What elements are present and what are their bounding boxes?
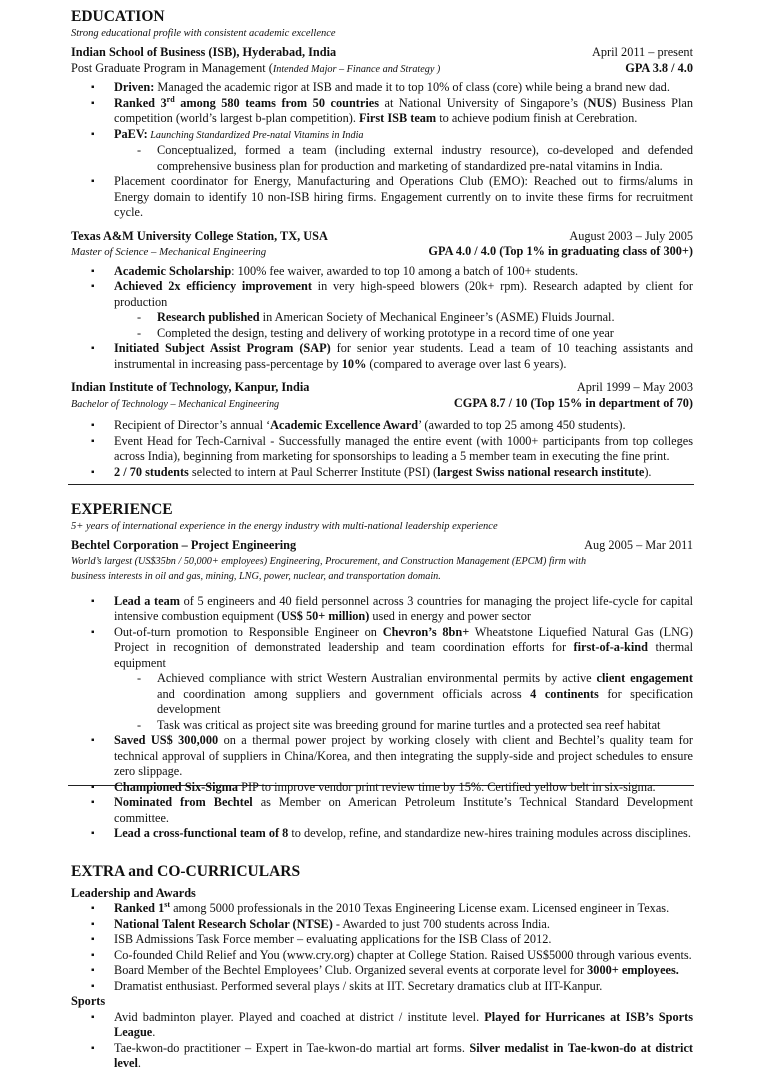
experience-section bbox=[71, 500, 693, 842]
iit-gpa: CGPA 8.7 / 10 (Top 15% in department of 70) bbox=[453, 395, 693, 410]
isb-gpa: GPA 3.8 / 4.0 bbox=[625, 60, 693, 75]
tamu-name: Texas A&M University College Station, TX, USA bbox=[71, 228, 328, 243]
education-heading: EDUCATION bbox=[71, 8, 165, 25]
list-item: ▪ PaEV: Launching Standardized Pre-natal Vitamins in India - Conceptualized, formed a team (including external industry resource), co-developed and defended comprehensive business plan for production and marketing of standardized pre-natal vitamins in India. bbox=[71, 127, 693, 175]
iit-name: Indian Institute of Technology, Kanpur, India bbox=[71, 380, 310, 394]
list-item: ▪ Event Head for Tech-Carnival - Successfully managed the entire event (with 1000+ participants from top colleges across India), beginning from marketing for sponsorships to leading a 5 member team in executing the fine print. bbox=[71, 434, 693, 465]
tamu-degree: Master of Science – Mechanical Engineering bbox=[71, 246, 267, 258]
sports-bullets bbox=[71, 1010, 693, 1072]
experience-subtitle: 5+ years of international experience in the energy industry with multi-national leadership experience bbox=[71, 521, 498, 532]
list-item: ▪ Achieved 2x efficiency improvement in very high-speed blowers (20k+ rpm). Research adapted by client for production - Research published in American Society of Mechanical Engineer’s (ASME) Fluids Journal. - Completed the design, testing and delivery of working prototype in a record time of one year bbox=[71, 279, 693, 341]
iit-entry bbox=[71, 380, 693, 480]
extra-heading: EXTRA and CO-CURRICULARS bbox=[71, 862, 301, 880]
list-item: ▪ Co-founded Child Relief and You (www.cry.org) chapter at College Station. Raised US$5000 through various events. bbox=[71, 948, 693, 964]
tamu-bullets bbox=[71, 264, 693, 373]
sub-list-item: - Research published in American Society of Mechanical Engineer’s (ASME) Fluids Journal. bbox=[71, 310, 693, 326]
tamu-entry bbox=[71, 229, 693, 373]
sub-list-item: - Task was critical as project site was breeding ground for marine turtles and a protected sea reef habitat bbox=[71, 718, 693, 734]
list-item: ▪ Board Member of the Bechtel Employees’ Club. Organized several events at corporate level for 3000+ employees. bbox=[71, 963, 693, 979]
isb-bullets bbox=[71, 80, 693, 221]
list-item: ▪ Championed Six-Sigma PIP to improve vendor print review time by 15%. Certified yellow belt in six-sigma. bbox=[71, 780, 693, 796]
list-item: ▪ Initiated Subject Assist Program (SAP) for senior year students. Lead a team of 10 teaching assistants and instrumental in increasing pass-percentage by 10% (compared to average over last 6 years). bbox=[71, 341, 693, 372]
list-item: ▪ Recipient of Director’s annual ‘Academic Excellence Award’ (awarded to top 25 among 450 students). bbox=[71, 418, 693, 434]
iit-dates: April 1999 – May 2003 bbox=[576, 380, 693, 394]
resume-page bbox=[71, 7, 693, 1072]
leadership-bullets bbox=[71, 901, 693, 994]
experience-heading: EXPERIENCE bbox=[71, 501, 173, 518]
list-item: ▪ Lead a cross-functional team of 8 to develop, refine, and standardize new-hires training modules across disciplines. bbox=[71, 826, 693, 842]
list-item: ▪ Lead a team of 5 engineers and 40 field personnel across 3 countries for managing the project life-cycle for capital intensive combustion equipment (US$ 50+ million) used in energy and power sector bbox=[71, 594, 693, 625]
education-subtitle: Strong educational profile with consistent academic excellence bbox=[71, 28, 336, 39]
iit-bullets bbox=[71, 418, 693, 480]
list-item: ▪ Nominated from Bechtel as Member on American Petroleum Institute’s Technical Standard Development committee. bbox=[71, 795, 693, 826]
isb-program: Post Graduate Program in Management (Intended Major – Finance and Strategy ) bbox=[71, 60, 441, 75]
bechtel-description: World’s largest (US$35bn / 50,000+ employees) Engineering, Procurement, and Construction Management (EPCM) firm with business interests in oil and gas, mining, LNG, power, nuclear, and transportation domain. bbox=[71, 555, 587, 582]
list-item: ▪ Out-of-turn promotion to Responsible Engineer on Chevron’s 8bn+ Wheatstone Liquefied Natural Gas (LNG) Project in recognition of demonstrated leadership and team coordination efforts for first-of-a-kind thermal equipment - Achieved compliance with strict Western Australian environmental permits by active client engagement and coordination among suppliers and government officials across 4 continents for specification development - Task was critical as project site was breeding ground for marine turtles and a protected sea reef habitat bbox=[71, 625, 693, 734]
list-item: ▪ Avid badminton player. Played and coached at district / institute level. Played for Hurricanes at ISB’s Sports League. bbox=[71, 1010, 693, 1041]
isb-name: Indian School of Business (ISB), Hyderabad, India bbox=[71, 45, 337, 59]
tamu-gpa: GPA 4.0 / 4.0 (Top 1% in graduating class of 300+) bbox=[428, 244, 693, 258]
sports-label: Sports bbox=[71, 994, 106, 1008]
bechtel-name: Bechtel Corporation – Project Engineering bbox=[71, 538, 297, 552]
list-item: ▪ Academic Scholarship: 100% fee waiver, awarded to top 10 among a batch of 100+ students. bbox=[71, 264, 693, 280]
list-item: ▪ ISB Admissions Task Force member – evaluating applications for the ISB Class of 2012. bbox=[71, 932, 693, 948]
list-item: ▪ National Talent Research Scholar (NTSE) - Awarded to just 700 students across India. bbox=[71, 917, 693, 933]
bechtel-bullets bbox=[71, 594, 693, 842]
sub-list-item: - Conceptualized, formed a team (including external industry resource), co-developed and defended comprehensive business plan for production and marketing of standardized pre-natal vitamins in India. bbox=[71, 143, 693, 174]
tamu-dates: August 2003 – July 2005 bbox=[569, 228, 693, 243]
isb-dates: April 2011 – present bbox=[592, 45, 693, 59]
sub-list-item: - Achieved compliance with strict Western Australian environmental permits by active client engagement and coordination among suppliers and government officials across 4 continents for specification development bbox=[71, 671, 693, 718]
extra-section bbox=[71, 862, 693, 1072]
isb-entry bbox=[71, 45, 693, 221]
list-item: ▪ Ranked 3rd among 580 teams from 50 countries at National University of Singapore’s (NUS) Business Plan competition (world’s largest b-plan competition). First ISB team to achieve podium finish at Cerebration. bbox=[71, 96, 693, 127]
list-item: ▪ 2 / 70 students selected to intern at Paul Scherrer Institute (PSI) (largest Swiss national research institute). bbox=[71, 465, 693, 481]
sub-list-item: - Completed the design, testing and delivery of working prototype in a record time of one year bbox=[71, 326, 693, 342]
education-section bbox=[71, 7, 693, 480]
list-item: ▪ Dramatist enthusiast. Performed several plays / skits at IIT. Secretary dramatics club at IIT-Kanpur. bbox=[71, 979, 693, 995]
bechtel-dates: Aug 2005 – Mar 2011 bbox=[584, 538, 693, 552]
iit-degree: Bachelor of Technology – Mechanical Engineering bbox=[71, 398, 280, 410]
list-item: ▪ Ranked 1st among 5000 professionals in the 2010 Texas Engineering License exam. Licensed engineer in Texas. bbox=[71, 901, 693, 917]
list-item: ▪ Driven: Managed the academic rigor at ISB and made it to top 10% of class (core) while being a brand new dad. bbox=[71, 80, 693, 96]
list-item: ▪ Saved US$ 300,000 on a thermal power project by working closely with client and Bechtel’s quality team for technical approval of suppliers in China/Korea, and then integrating the supply-side and project schedules to ensure zero slippage. bbox=[71, 733, 693, 780]
list-item: ▪ Placement coordinator for Energy, Manufacturing and Operations Club (EMO): Reached out to firms/alums in Energy domain to identify 10 non-ISB hiring firms. Engagement currently on to invite these firms for recruitment cycle. bbox=[71, 174, 693, 221]
list-item: ▪ Tae-kwon-do practitioner – Expert in Tae-kwon-do martial art forms. Silver medalist in Tae-kwon-do at district level. bbox=[71, 1041, 693, 1072]
leadership-label: Leadership and Awards bbox=[71, 885, 196, 900]
